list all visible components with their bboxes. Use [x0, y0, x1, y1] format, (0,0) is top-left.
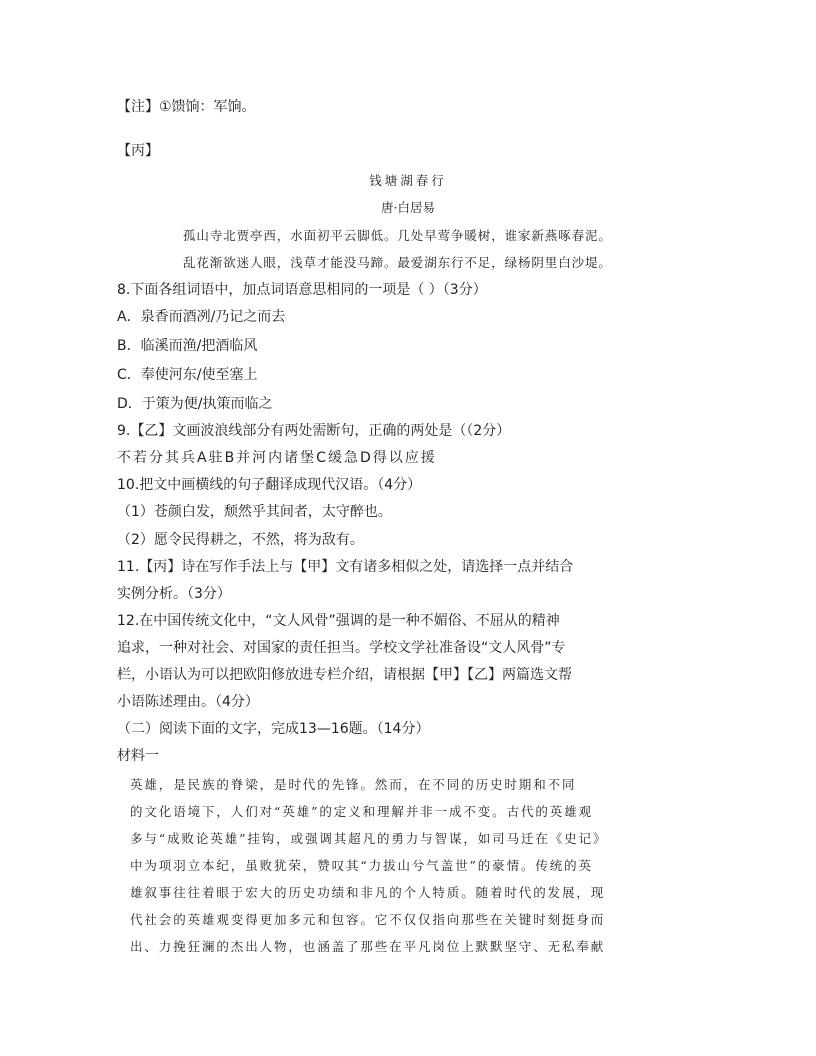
material1-line-4: 中为项羽立本纪，虽败犹荣，赞叹其“力拔山兮气盖世”的豪情。传统的英: [130, 858, 593, 873]
section-bing-heading: 【丙】: [117, 143, 159, 159]
q10-item-2: （2）愿令民得耕之，不然，将为敌有。: [117, 532, 364, 548]
q9-sentence: 不若分其兵A驻B并河内诸堡C缓急D得以应援: [117, 450, 437, 466]
q8-stem: 8.下面各组词语中，加点词语意思相同的一项是（ ）（3分）: [117, 282, 487, 298]
poem-line-2: 乱花渐欲迷人眼，浅草才能没马蹄。最爱湖东行不足，绿杨阴里白沙堤。: [183, 255, 612, 270]
material1-line-7: 出、力挽狂澜的杰出人物，也涵盖了那些在平凡岗位上默默坚守、无私奉献: [130, 939, 606, 954]
q8-option-c: C．奉使河东/使至塞上: [117, 367, 258, 383]
poem-author: 唐·白居易: [381, 200, 435, 215]
material1-line-6: 代社会的英雄观变得更加多元和包容。它不仅仅指向那些在关键时刻挺身而: [130, 912, 606, 927]
material1-label: 材料一: [117, 748, 159, 764]
q11-line-1: 11.【丙】诗在写作手法上与【甲】文有诸多相似之处，请选择一点并结合: [117, 559, 574, 575]
material1-line-2: 的文化语境下，人们对“英雄”的定义和理解并非一成不变。古代的英雄观: [130, 804, 593, 819]
q10-stem: 10.把文中画横线的句子翻译成现代汉语。（4分）: [117, 477, 422, 493]
q8-option-d: D．于策为便/执策而临之: [117, 396, 273, 412]
material1-line-3: 多与“成败论英雄”挂钩，或强调其超凡的勇力与智谋，如司马迁在《史记》: [130, 831, 608, 846]
q9-stem: 9.【乙】文画波浪线部分有两处需断句，正确的两处是（（2分）: [117, 423, 511, 439]
q12-line-1: 12.在中国传统文化中，“文人风骨”强调的是一种不媚俗、不屈从的精神: [117, 613, 560, 629]
poem-line-1: 孤山寺北贾亭西，水面初平云脚低。几处早莺争暖树，谁家新燕啄春泥。: [183, 228, 612, 243]
q11-line-2: 实例分析。（3分）: [117, 586, 231, 602]
material1-line-1: 英雄，是民族的脊梁，是时代的先锋。然而，在不同的历史时期和不同: [130, 777, 577, 792]
q12-line-3: 栏，小语认为可以把欧阳修放进专栏介绍，请根据【甲】【乙】两篇选文帮: [117, 667, 572, 683]
q10-item-1: （1）苍颜白发，颓然乎其间者，太守醉也。: [117, 504, 392, 520]
material1-line-5: 雄叙事往往着眼于宏大的历史功绩和非凡的个人特质。随着时代的发展，现: [130, 885, 606, 900]
q8-option-a: A．泉香而酒冽/乃记之而去: [117, 309, 286, 325]
note: 【注】①馈饷：军饷。: [117, 99, 256, 115]
q8-option-b: B．临溪而渔/把酒临风: [117, 338, 258, 354]
q12-line-4: 小语陈述理由。（4分）: [117, 694, 259, 710]
part2-heading: （二）阅读下面的文字，完成13—16题。（14分）: [117, 721, 430, 737]
q12-line-2: 追求，一种对社会、对国家的责任担当。学校文学社准备设“文人风骨”专: [117, 640, 566, 656]
poem-title: 钱塘湖春行: [369, 173, 447, 188]
